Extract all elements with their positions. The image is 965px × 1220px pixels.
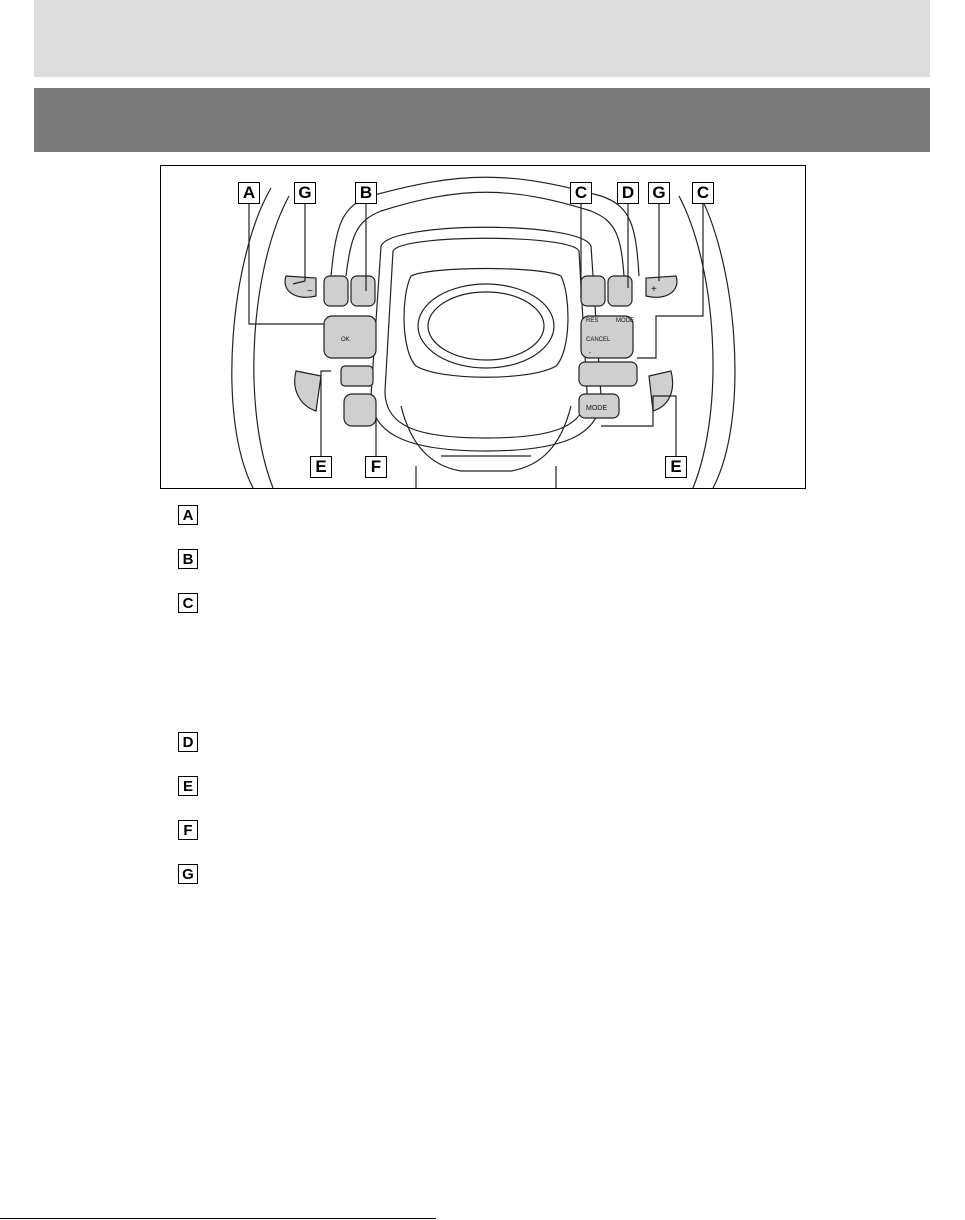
callout-e-right: E [665, 456, 687, 478]
legend-key-a: A [178, 505, 198, 525]
callout-d: D [617, 182, 639, 204]
footer-rule [0, 1218, 436, 1219]
section-title-bar [34, 88, 930, 152]
callout-g-left: G [294, 182, 316, 204]
callout-b: B [355, 182, 377, 204]
callout-a: A [238, 182, 260, 204]
ok-button-label: OK [341, 337, 350, 343]
legend-key-f: F [178, 820, 198, 840]
callout-g-right: G [648, 182, 670, 204]
res-button-label: RES [586, 318, 599, 324]
steering-wheel-figure [160, 165, 806, 489]
minus-paddle-label: − [307, 286, 313, 297]
set-minus-label: - [589, 350, 591, 356]
mode-button-label: MODE [586, 405, 607, 412]
legend-key-d: D [178, 732, 198, 752]
callout-c-left: C [570, 182, 592, 204]
legend-key-e: E [178, 776, 198, 796]
plus-paddle-label: + [651, 284, 657, 295]
legend-key-b: B [178, 549, 198, 569]
legend-key-g: G [178, 864, 198, 884]
steering-wheel-illustration [161, 166, 805, 488]
cancel-button-label: CANCEL [586, 337, 611, 343]
legend-key-c: C [178, 593, 198, 613]
callout-e-left: E [310, 456, 332, 478]
mode-small-button-label: MODE [616, 318, 634, 324]
callout-c-right: C [692, 182, 714, 204]
header-bar [34, 0, 930, 77]
callout-f: F [365, 456, 387, 478]
